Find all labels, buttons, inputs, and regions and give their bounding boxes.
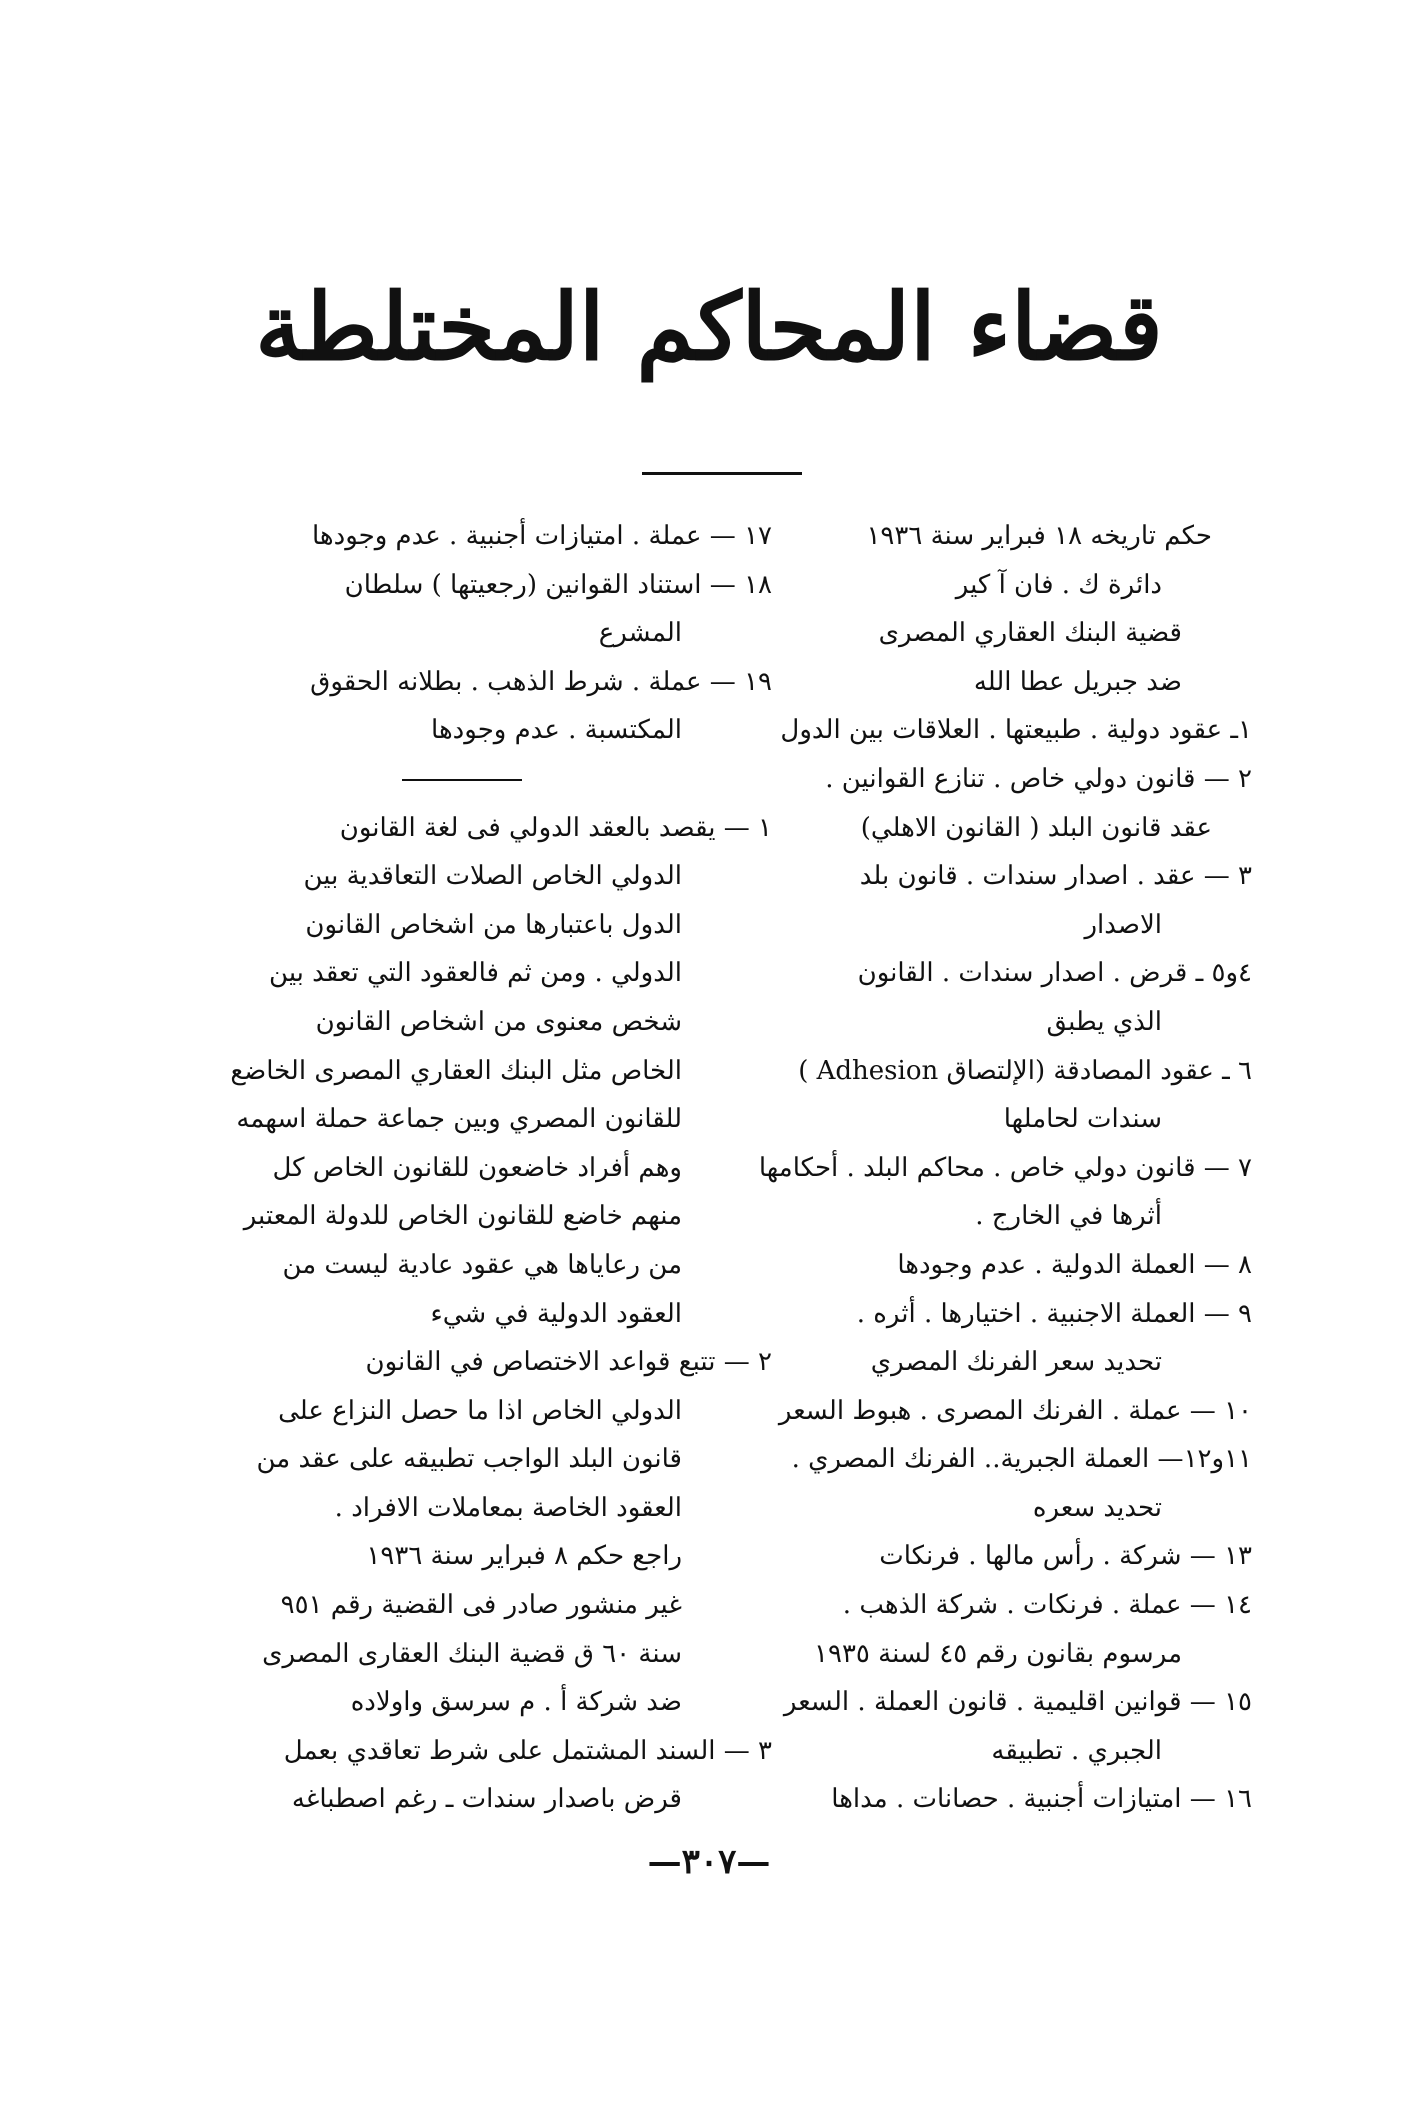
right-column — [692, 512, 1252, 1824]
summary-heading: ١٦ — امتيازات أجنبية . حصانات . مداها — [831, 1784, 1252, 1815]
reference-note: راجع حكم ٨ فبراير سنة ١٩٣٦ — [366, 1541, 682, 1572]
left-column — [212, 512, 772, 1824]
summary-heading: ٢ — قانون دولي خاص . تنازع القوانين . — [825, 763, 1252, 794]
principle-paragraph-cont: العقود الخاصة بمعاملات الافراد . — [334, 1492, 682, 1523]
section-divider — [212, 755, 772, 804]
principle-paragraph: ١ — يقصد بالعقد الدولي فى لغة القانون — [339, 812, 772, 843]
summary-heading: ٤و٥ ـ قرض . اصدار سندات . القانون — [857, 958, 1252, 989]
summary-heading: ٣ — عقد . اصدار سندات . قانون بلد — [859, 861, 1252, 892]
summary-heading: ٩ — العملة الاجنبية . اختيارها . أثره . — [856, 1298, 1252, 1329]
summary-heading-cont: عقد قانون البلد ( القانون الاهلي) — [860, 812, 1212, 843]
summary-heading: ١٤ — عملة . فرنكات . شركة الذهب . — [842, 1590, 1252, 1621]
principle-paragraph-cont: للقانون المصري وبين جماعة حملة اسهمه — [236, 1104, 682, 1135]
summary-heading-cont: أثرها في الخارج . — [975, 1201, 1162, 1232]
principle-paragraph-cont: وهم أفراد خاضعون للقانون الخاص كل — [272, 1152, 682, 1183]
principle-paragraph-cont: شخص معنوى من اشخاص القانون — [315, 1006, 682, 1037]
reference-note: ضد شركة أ . م سرسق واولاده — [350, 1687, 682, 1718]
reference-note: سنة ٦٠ ق قضية البنك العقارى المصرى — [262, 1638, 682, 1669]
summary-heading: ١٧ — عملة . امتيازات أجنبية . عدم وجودها — [312, 521, 772, 551]
ruling-date: حكم تاريخه ١٨ فبراير سنة ١٩٣٦ — [866, 521, 1212, 551]
principle-paragraph-cont: الدولي الخاص الصلات التعاقدية بين — [303, 861, 682, 892]
summary-heading-cont: المكتسبة . عدم وجودها — [431, 715, 682, 746]
summary-heading: ١٨ — استناد القوانين (رجعيتها ) سلطان — [344, 569, 772, 600]
case-party-plaintiff: قضية البنك العقاري المصرى — [878, 618, 1182, 649]
reference-note: غير منشور صادر فى القضية رقم ٩٥١ — [280, 1590, 682, 1621]
summary-heading-cont: المشرع — [598, 618, 682, 649]
summary-heading: ١٩ — عملة . شرط الذهب . بطلانه الحقوق — [310, 666, 772, 697]
summary-heading: ١٥ — قوانين اقليمية . قانون العملة . السعر — [783, 1687, 1252, 1718]
summary-heading-cont: الذي يطبق — [1046, 1006, 1162, 1037]
summary-heading-cont: سندات لحاملها — [1003, 1104, 1162, 1135]
summary-heading: ١ـ عقود دولية . طبيعتها . العلاقات بين الدول — [780, 715, 1252, 746]
page-number: —٣٠٧— — [647, 1842, 771, 1882]
principle-paragraph-cont: الدولي . ومن ثم فالعقود التي تعقد بين — [269, 958, 682, 989]
court-circuit: دائرة ك . فان آ كير — [955, 569, 1162, 600]
summary-heading: ١١و١٢— العملة الجبرية.. الفرنك المصري . — [791, 1444, 1252, 1475]
summary-heading: ١٣ — شركة . رأس مالها . فرنكات — [879, 1541, 1252, 1572]
summary-heading: ٨ — العملة الدولية . عدم وجودها — [897, 1249, 1252, 1280]
principle-paragraph: ٢ — تتبع قواعد الاختصاص في القانون — [365, 1347, 772, 1378]
principle-paragraph-cont: العقود الدولية في شيء — [430, 1298, 682, 1329]
case-party-defendant: ضد جبريل عطا الله — [973, 666, 1182, 697]
summary-heading-cont: الاصدار — [1084, 909, 1162, 940]
summary-heading-cont: تحديد سعره — [1032, 1492, 1162, 1523]
title-divider — [642, 472, 802, 475]
summary-heading-cont: مرسوم بقانون رقم ٤٥ لسنة ١٩٣٥ — [814, 1638, 1182, 1669]
principle-paragraph-cont: الدول باعتبارها من اشخاص القانون — [305, 909, 682, 940]
principle-paragraph-cont: الدولي الخاص اذا ما حصل النزاع على — [278, 1395, 682, 1426]
summary-heading: ٦ ـ عقود المصادقة (الإلتصاق Adhesion ) — [798, 1055, 1252, 1086]
principle-paragraph-cont: قانون البلد الواجب تطبيقه على عقد من — [256, 1444, 682, 1475]
summary-heading-cont: الجبري . تطبيقه — [991, 1735, 1162, 1766]
summary-heading: ١٠ — عملة . الفرنك المصرى . هبوط السعر — [778, 1395, 1252, 1426]
principle-paragraph-cont: قرض باصدار سندات ـ رغم اصطباغه — [291, 1784, 682, 1815]
principle-paragraph-cont: الخاص مثل البنك العقاري المصرى الخاضع — [230, 1055, 682, 1086]
principle-paragraph-cont: منهم خاضع للقانون الخاص للدولة المعتبر — [243, 1201, 682, 1232]
page-title: قضاء المحاكم المختلطة — [255, 273, 1163, 381]
summary-heading: ٧ — قانون دولي خاص . محاكم البلد . أحكامها — [758, 1152, 1252, 1183]
principle-paragraph-cont: من رعاياها هي عقود عادية ليست من — [282, 1249, 682, 1280]
summary-heading-cont: تحديد سعر الفرنك المصري — [870, 1347, 1162, 1378]
principle-paragraph: ٣ — السند المشتمل على شرط تعاقدي بعمل — [283, 1735, 772, 1766]
